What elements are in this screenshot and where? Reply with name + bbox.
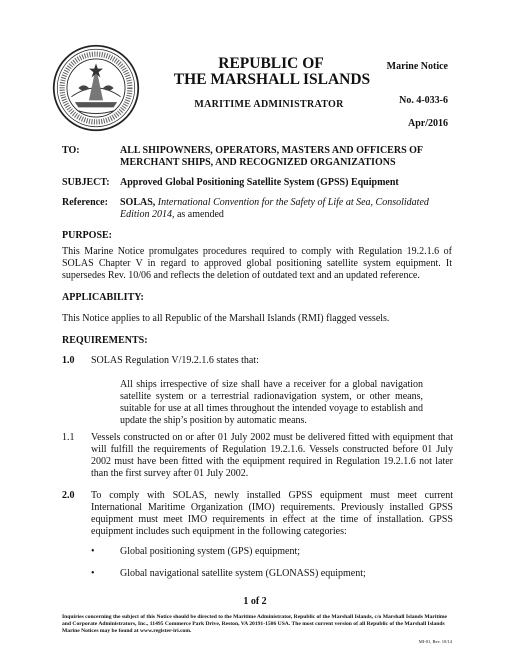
list-item: Global navigational satellite system (GLONASS) equipment; (120, 568, 366, 579)
country-title-line1: REPUBLIC OF (218, 55, 324, 72)
requirements-heading: REQUIREMENTS: (62, 335, 148, 346)
applicability-text: This Notice applies to all Republic of the Marshall Islands (RMI) flagged vessels. (62, 313, 390, 324)
notice-number: No. 4-033-6 (399, 95, 448, 106)
country-title-line2: THE MARSHALL ISLANDS (173, 71, 371, 88)
notice-date: Apr/2016 (408, 118, 448, 129)
section-number: 1.1 (62, 432, 75, 443)
section-number: 1.0 (62, 355, 75, 366)
purpose-heading: PURPOSE: (62, 230, 112, 241)
reference-prefix: SOLAS, (120, 197, 156, 208)
reference-suffix: , as amended (171, 209, 224, 220)
bullet-icon: • (91, 546, 95, 557)
form-id: MI-01, Rev. 10/14 (418, 639, 452, 644)
section-number: 2.0 (62, 490, 75, 501)
section-text: To comply with SOLAS, newly installed GPSS equipment must meet current International Maritime Organization (IMO) requirements. Previously installed GPSS equipment must meet IMO requirements in effect at the time of installation. GPSS equipment includes such equipment in the following categories: (91, 490, 453, 537)
subject-label: SUBJECT: (62, 177, 110, 188)
administrator-title: MARITIME ADMINISTRATOR (194, 99, 344, 110)
reference-title: International Convention for the Safety of Life at Sea, Consolidated Edition 2014 (120, 197, 429, 220)
page-number: 1 of 2 (243, 596, 267, 607)
section-text: SOLAS Regulation V/19.2.1.6 states that: (91, 355, 259, 366)
applicability-heading: APPLICABILITY: (62, 292, 144, 303)
to-label: TO: (62, 145, 80, 156)
bullet-icon: • (91, 568, 95, 579)
republic-seal-icon (52, 44, 140, 132)
regulation-quote: All ships irrespective of size shall have a receiver for a global navigation satellite system or a terrestrial radionavigation system, or other means, suitable for use at all times throughout the intended voyage to establish and update the ship’s position by automatic means. (120, 379, 423, 426)
reference-label: Reference: (62, 197, 108, 208)
to-recipients: ALL SHIPOWNERS, OPERATORS, MASTERS AND OFFICERS OF MERCHANT SHIPS, AND RECOGNIZED ORGANIZATIONS (120, 145, 423, 168)
notice-type: Marine Notice (386, 61, 448, 72)
reference-text (120, 197, 450, 221)
footer-inquiries: Inquiries concerning the subject of this Notice should be directed to the Maritime Administrator, Republic of the Marshall Islands, c/o Marshall Islands Maritime and Corporate Administrators, Inc., 11495 Commerce Park Drive, Reston, VA 20191-1506 USA. The most current version of all Republic of the Marshall Islands Marine Notices may be found at www.register-iri.com. (62, 614, 448, 634)
list-item: Global positioning system (GPS) equipment; (120, 546, 300, 557)
subject-text: Approved Global Positioning Satellite System (GPSS) Equipment (120, 177, 399, 188)
purpose-text: This Marine Notice promulgates procedures required to comply with Regulation 19.2.1.6 of SOLAS Chapter V in regard to approved global positioning satellite system equipment. It supersedes Rev. 10/06 and reflects the deletion of outdated text and an updated reference. (62, 246, 452, 281)
section-text: Vessels constructed on or after 01 July 2002 must be delivered fitted with equipment that will fulfill the requirements of Regulation 19.2.1.6. Vessels constructed before 01 July 2002 must have been fitted with the equipment required in Regulation 19.2.1.6 not later than the first survey after 01 July 2002. (91, 432, 453, 479)
